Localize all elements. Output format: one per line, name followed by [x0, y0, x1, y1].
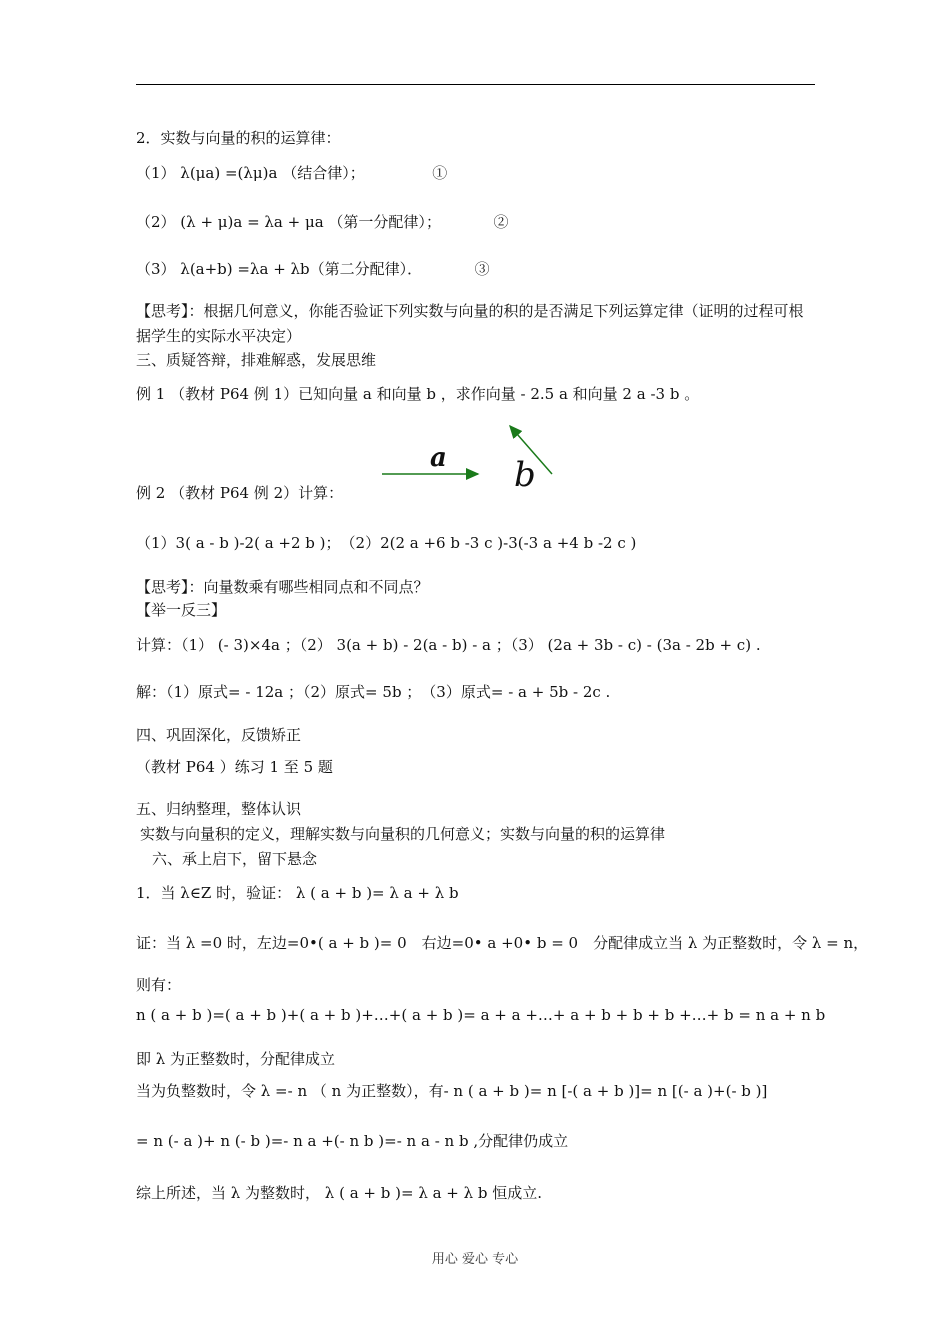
exercise-reference: （教材 P64 ）练习 1 至 5 题 — [136, 758, 333, 776]
summary-text: 实数与向量积的定义，理解实数与向量积的几何意义；实数与向量的积的运算律 — [140, 825, 666, 843]
example-1: 例 1 （教材 P64 例 1）已知向量 a 和向量 b ，求作向量 - 2.5 a 和向量 2 a -3 b 。 — [136, 385, 700, 403]
proof-negative-expansion: = n (- a )+ n (- b )=- n a +(- n b )=- n a - n b ,分配律仍成立 — [136, 1132, 569, 1150]
practice-solution: 解：（1）原式= - 12a ；（2）原式= 5b ； （3）原式= - a + 5b - 2c . — [136, 683, 611, 701]
proof-positive-conclusion: 即 λ 为正整数时，分配律成立 — [136, 1050, 336, 1068]
section-heading-6: 六、承上启下，留下悬念 — [152, 850, 318, 868]
practice-compute: 计算：（1） (- 3)×4a ；（2） 3(a + b) - 2(a - b) - a ；（3） (2a + 3b - c) - (3a - 2b + c) . — [136, 636, 761, 654]
section-heading-3: 三、质疑答辩，排难解惑，发展思维 — [136, 351, 377, 369]
section-heading-5: 五、归纳整理，整体认识 — [136, 800, 302, 818]
law-associative: （1） λ(μa) =(λμ)a （结合律）； ① — [136, 164, 448, 182]
section-heading-4: 四、巩固深化，反馈矫正 — [136, 726, 302, 744]
law-second-distributive: （3） λ(a+b) =λa + λb（第二分配律）． ③ — [136, 260, 490, 278]
practice-heading: 【举一反三】 — [136, 601, 227, 619]
proof-conclusion: 综上所述，当 λ 为整数时， λ ( a + b )= λ a + λ b 恒成立. — [136, 1184, 543, 1202]
example-2-items: （1）3( a - b )-2( a +2 b )； （2）2(2 a +6 b -3 c )-3(-3 a +4 b -2 c ) — [136, 534, 637, 552]
example-2: 例 2 （教材 P64 例 2）计算： — [136, 484, 344, 502]
header-rule — [136, 84, 815, 85]
law-first-distributive: （2） (λ + μ)a = λa + μa （第一分配律）； ② — [136, 213, 509, 231]
think-paragraph-1: 【思考】：根据几何意义，你能否验证下列实数与向量的积的是否满足下列运算定律（证明的过程可根据学生的实际水平决定） — [136, 302, 804, 345]
vector-a-label: a — [430, 443, 447, 473]
proof-statement: 1．当 λ∈Z 时，验证： λ ( a + b )= λ a + λ b — [136, 884, 459, 902]
page-footer: 用心 爱心 专心 — [431, 1252, 519, 1267]
section-heading-laws: 2．实数与向量的积的运算律： — [136, 129, 341, 147]
think-paragraph-2: 【思考】：向量数乘有哪些相同点和不同点？ — [136, 578, 429, 596]
proof-then: 则有： — [136, 976, 182, 994]
proof-expansion: n ( a + b )=( a + b )+( a + b )+…+( a + b )= a + a +…+ a + b + b + b +…+ b = n a + n b — [136, 1006, 826, 1024]
vector-figure — [370, 420, 570, 500]
proof-negative-case: 当为负整数时，令 λ =- n （ n 为正整数），有- n ( a + b )= n [-( a + b )]= n [(- a )+(- b )] — [136, 1082, 768, 1100]
proof-base-case: 证：当 λ =0 时，左边=0•( a + b )= 0 右边=0• a +0• b = 0 分配律成立当 λ 为正整数时，令 λ = n， — [136, 934, 869, 952]
vector-b-label: b — [514, 455, 536, 495]
